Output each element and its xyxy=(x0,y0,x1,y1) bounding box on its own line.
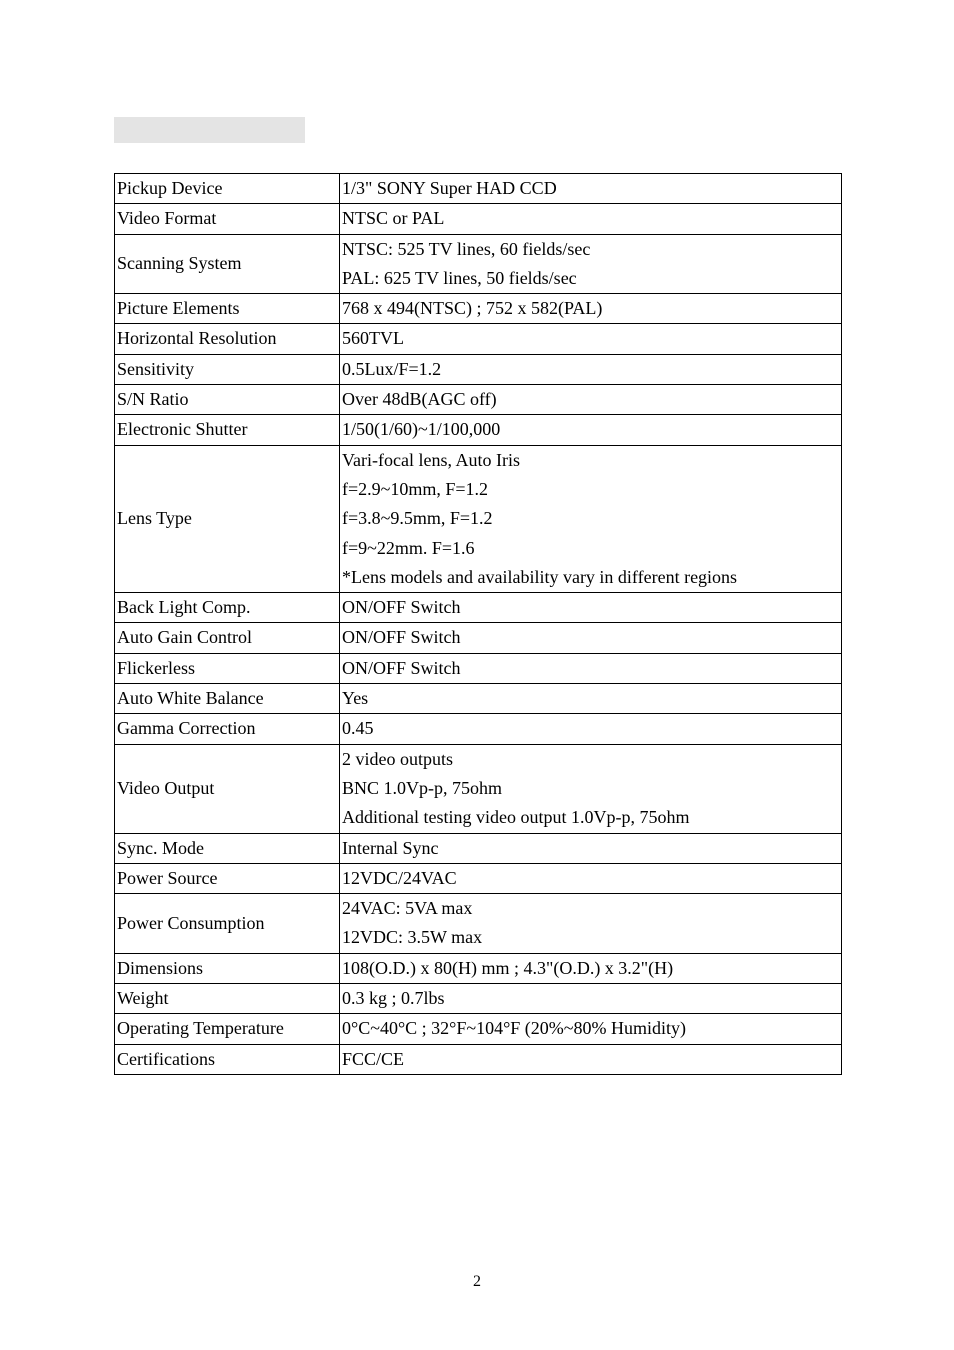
spec-value-line: 768 x 494(NTSC) ; 752 x 582(PAL) xyxy=(342,298,603,319)
spec-value xyxy=(340,445,842,592)
table-row xyxy=(115,833,842,863)
spec-value xyxy=(340,174,842,204)
table-row xyxy=(115,294,842,324)
table-row xyxy=(115,174,842,204)
table-row xyxy=(115,984,842,1014)
spec-label: Operating Temperature xyxy=(115,1014,340,1044)
table-row xyxy=(115,684,842,714)
section-heading-highlight xyxy=(114,117,305,143)
table-row xyxy=(115,445,842,592)
spec-value-line: ON/OFF Switch xyxy=(342,597,461,618)
spec-value-line: Vari-focal lens, Auto Iris xyxy=(342,449,520,470)
table-row xyxy=(115,744,842,833)
spec-value-line: PAL: 625 TV lines, 50 fields/sec xyxy=(342,267,577,288)
spec-value xyxy=(340,354,842,384)
spec-label: Certifications xyxy=(115,1044,340,1074)
table-row xyxy=(115,415,842,445)
spec-value xyxy=(340,894,842,954)
table-row xyxy=(115,1044,842,1074)
spec-value-line: BNC 1.0Vp-p, 75ohm xyxy=(342,777,503,798)
page-number: 2 xyxy=(473,1273,481,1290)
spec-value xyxy=(340,984,842,1014)
table-row xyxy=(115,234,842,294)
spec-value-line: 12VDC: 3.5W max xyxy=(342,927,483,948)
spec-value-line: NTSC: 525 TV lines, 60 fields/sec xyxy=(342,238,591,259)
spec-value-line: FCC/CE xyxy=(342,1048,405,1069)
spec-value xyxy=(340,1044,842,1074)
spec-value xyxy=(340,294,842,324)
spec-value xyxy=(340,385,842,415)
spec-label: Power Consumption xyxy=(115,894,340,954)
spec-value xyxy=(340,953,842,983)
table-row xyxy=(115,653,842,683)
spec-label: Back Light Comp. xyxy=(115,593,340,623)
spec-value-line: f=3.8~9.5mm, F=1.2 xyxy=(342,508,493,529)
spec-label: Sync. Mode xyxy=(115,833,340,863)
spec-label: Auto White Balance xyxy=(115,684,340,714)
spec-label: Horizontal Resolution xyxy=(115,324,340,354)
spec-label: Dimensions xyxy=(115,953,340,983)
spec-value-line: 560TVL xyxy=(342,328,404,349)
spec-value-line: 0.45 xyxy=(342,718,374,739)
spec-value-line: Yes xyxy=(342,688,369,709)
table-row xyxy=(115,385,842,415)
specifications-table-body xyxy=(115,174,842,1075)
spec-value-line: ON/OFF Switch xyxy=(342,627,461,648)
spec-value-line: f=2.9~10mm, F=1.2 xyxy=(342,478,489,499)
spec-value xyxy=(340,653,842,683)
spec-value xyxy=(340,204,842,234)
spec-value xyxy=(340,714,842,744)
table-row xyxy=(115,894,842,954)
table-row xyxy=(115,1014,842,1044)
table-row xyxy=(115,714,842,744)
table-row xyxy=(115,623,842,653)
spec-value-line: Internal Sync xyxy=(342,837,439,858)
table-row xyxy=(115,953,842,983)
spec-label: Sensitivity xyxy=(115,354,340,384)
spec-value xyxy=(340,1014,842,1044)
spec-label: Auto Gain Control xyxy=(115,623,340,653)
spec-label: Scanning System xyxy=(115,234,340,294)
table-row xyxy=(115,863,842,893)
spec-label: Pickup Device xyxy=(115,174,340,204)
spec-value xyxy=(340,684,842,714)
spec-value xyxy=(340,744,842,833)
spec-value-line: Over 48dB(AGC off) xyxy=(342,389,497,410)
spec-label: Electronic Shutter xyxy=(115,415,340,445)
table-row xyxy=(115,593,842,623)
spec-label: Video Format xyxy=(115,204,340,234)
spec-value-line: 1/3" SONY Super HAD CCD xyxy=(342,178,557,198)
spec-value-line: 0°C~40°C ; 32°F~104°F (20%~80% Humidity) xyxy=(342,1018,687,1039)
spec-value-line: 108(O.D.) x 80(H) mm ; 4.3"(O.D.) x 3.2"(H) xyxy=(342,957,674,978)
table-row xyxy=(115,204,842,234)
spec-label: Gamma Correction xyxy=(115,714,340,744)
spec-value-line: 0.5Lux/F=1.2 xyxy=(342,358,442,379)
spec-value-line: NTSC or PAL xyxy=(342,208,445,229)
spec-label: Lens Type xyxy=(115,445,340,592)
spec-label: Flickerless xyxy=(115,653,340,683)
spec-value-line: ON/OFF Switch xyxy=(342,657,461,678)
table-row xyxy=(115,354,842,384)
spec-value-line: 2 video outputs xyxy=(342,748,453,769)
spec-value xyxy=(340,833,842,863)
spec-value xyxy=(340,593,842,623)
spec-label: S/N Ratio xyxy=(115,385,340,415)
spec-value-line: 0.3 kg ; 0.7lbs xyxy=(342,988,445,1009)
spec-value-line: 24VAC: 5VA max xyxy=(342,898,473,919)
spec-label: Weight xyxy=(115,984,340,1014)
spec-label: Power Source xyxy=(115,863,340,893)
table-row xyxy=(115,324,842,354)
spec-value xyxy=(340,324,842,354)
spec-value-line: 12VDC/24VAC xyxy=(342,867,457,888)
spec-value-line: 1/50(1/60)~1/100,000 xyxy=(342,419,501,440)
specifications-table xyxy=(114,173,842,1075)
spec-label: Video Output xyxy=(115,744,340,833)
spec-value-line: f=9~22mm. F=1.6 xyxy=(342,537,475,558)
spec-value xyxy=(340,415,842,445)
spec-value xyxy=(340,623,842,653)
spec-label: Picture Elements xyxy=(115,294,340,324)
spec-value xyxy=(340,863,842,893)
spec-value-line: *Lens models and availability vary in different regions xyxy=(342,566,738,587)
spec-value xyxy=(340,234,842,294)
spec-value-line: Additional testing video output 1.0Vp-p, 75ohm xyxy=(342,807,690,828)
